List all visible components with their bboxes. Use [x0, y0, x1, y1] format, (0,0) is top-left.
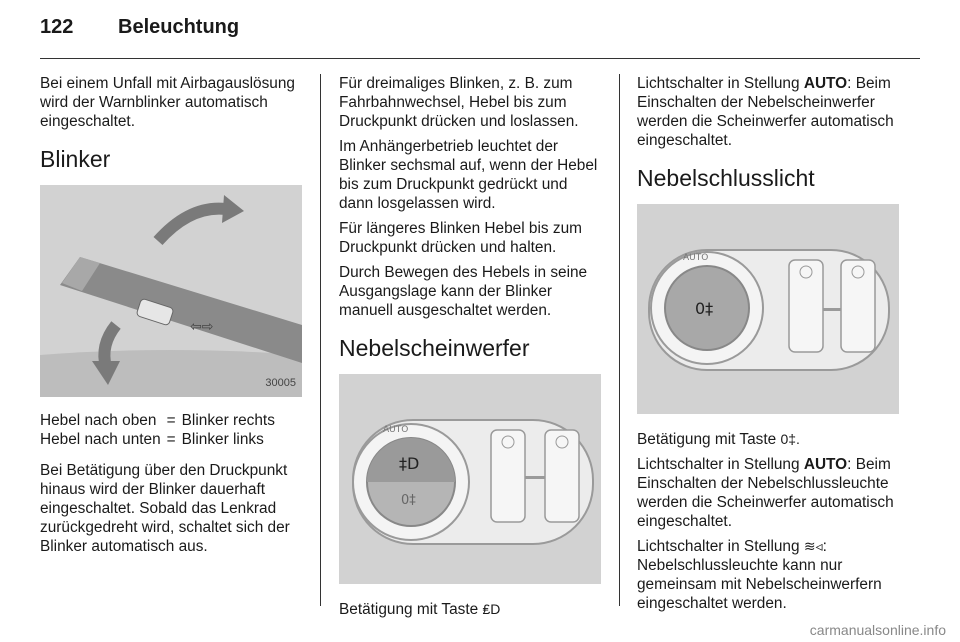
light-switch-illustration — [339, 374, 601, 584]
turn-signal-stalk-figure — [40, 185, 302, 397]
column-divider — [320, 74, 321, 606]
section-heading-blinker: Blinker — [40, 146, 111, 172]
column-divider — [619, 74, 620, 606]
header-rule — [40, 58, 920, 59]
svg-text:⇦⇨: ⇦⇨ — [190, 319, 214, 335]
auto-label: AUTO — [383, 425, 409, 435]
rear-fog-illustration — [637, 204, 899, 414]
figure-caption: Betätigung mit Taste ₤D — [339, 601, 501, 618]
body-text: Lichtschalter in Stellung ≋◃: Nebelschlussleuchte kann nur gemeinsam mit Nebelscheinwerfern eingeschaltet werden. — [637, 538, 882, 612]
column-3 — [637, 74, 903, 619]
table-row: Hebel nach unten = Blinker links — [40, 431, 264, 448]
fog-light-switch-figure — [339, 374, 601, 584]
watermark: carmanualsonline.info — [809, 622, 946, 638]
figure-code: 30005 — [265, 377, 296, 389]
body-text: Im Anhängerbetrieb leuchtet der Blinker sechsmal auf, wenn der Hebel bis zum Druckpunkt gedrückt und dann losgelassen wird. — [339, 138, 598, 212]
intro-text: Bei einem Unfall mit Airbagauslösung wird der Warnblinker automatisch eingeschaltet. — [40, 75, 295, 130]
fog-light-icon: ₤D — [482, 601, 501, 617]
rear-fog-switch-figure — [637, 204, 899, 414]
body-text: Lichtschalter in Stellung AUTO: Beim Einschalten der Nebelscheinwerfer werden die Scheinwerfer automatisch eingeschaltet. — [637, 75, 894, 149]
body-text: Für dreimaliges Blinken, z. B. zum Fahrbahnwechsel, Hebel bis zum Druckpunkt drücken und loslassen. — [339, 75, 579, 130]
svg-text:0‡: 0‡ — [401, 493, 416, 508]
figure-caption: Betätigung mit Taste 0‡. — [637, 431, 800, 448]
page-header — [40, 16, 239, 48]
rear-fog-icon: 0‡. — [780, 431, 800, 447]
svg-text:‡D: ‡D — [399, 454, 420, 473]
table-row: Hebel nach oben = Blinker rechts — [40, 412, 275, 429]
stalk-illustration — [40, 185, 302, 397]
chapter-title: Beleuchtung — [118, 16, 240, 38]
auto-label: AUTO — [683, 253, 709, 263]
section-heading-rear-fog: Nebelschlusslicht — [637, 165, 815, 191]
body-text: Für längeres Blinken Hebel bis zum Druckpunkt drücken und halten. — [339, 220, 582, 256]
svg-text:0‡: 0‡ — [695, 299, 714, 318]
body-text: Lichtschalter in Stellung AUTO: Beim Einschalten der Nebelschlussleuchte werden die Scheinwerfer automatisch eingeschaltet. — [637, 456, 894, 530]
column-2 — [339, 74, 605, 625]
section-heading-fog-lights: Nebelscheinwerfer — [339, 335, 530, 361]
body-text: Durch Bewegen des Hebels in seine Ausgangslage kann der Blinker manuell ausgeschaltet werden. — [339, 264, 588, 319]
page-number: 122 — [40, 16, 74, 38]
low-beam-icon: ≋◃ — [803, 538, 823, 554]
column-1 — [40, 74, 306, 562]
direction-table — [40, 411, 275, 449]
body-text: Bei Betätigung über den Druckpunkt hinaus wird der Blinker dauerhaft eingeschaltet. Sobald das Lenkrad zurückgedreht wird, schaltet sich der Blinker automatisch aus. — [40, 462, 290, 555]
